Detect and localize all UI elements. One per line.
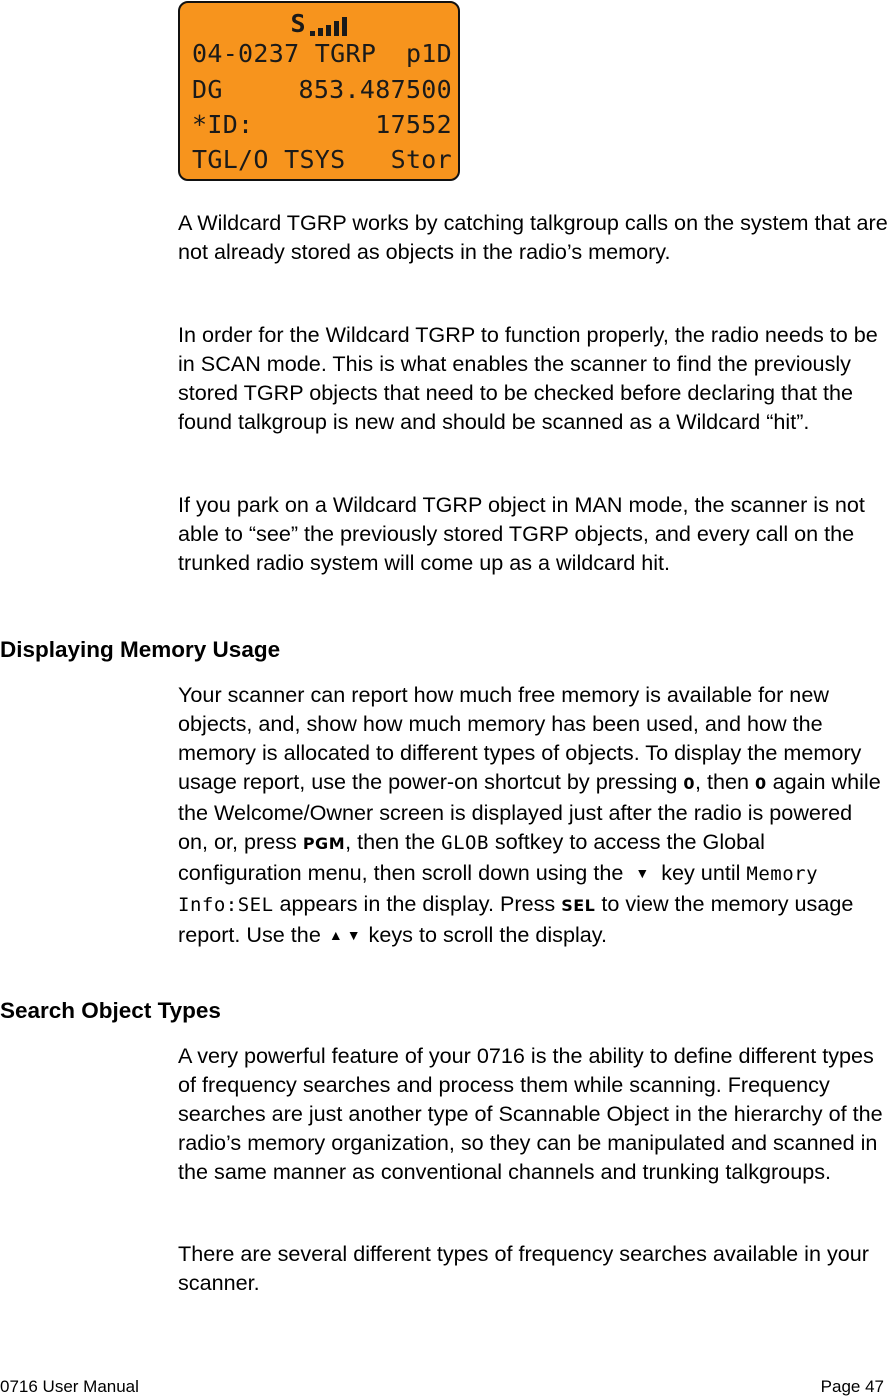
lcd-line-4 [192, 145, 452, 175]
search-paragraph-2: There are several different types of frequency searches available in your scanner. [178, 1241, 869, 1295]
memory-text-1: Your scanner can report how much free memory is available for new objects, and, show how much memory has been used, and how the memory is allocated to different types of objects. To display the memory usage report, use the power-on shortcut by pressing [178, 682, 862, 794]
lcd-line-4-right: Stor [390, 145, 452, 174]
lcd-line-4-left: TGL/O TSYS [192, 145, 346, 174]
lcd-status-row [180, 9, 458, 37]
lcd-line-2 [192, 75, 452, 105]
footer-manual-title: 0716 User Manual [0, 1377, 139, 1396]
lcd-line-1-left: 04-0237 TGRP [192, 39, 377, 68]
softkey-glob: GLOB [441, 832, 489, 854]
memory-text-8: to view the memory usage report. Use the [178, 891, 854, 947]
wildcard-paragraph-2: In order for the Wildcard TGRP to function properly, the radio needs to be in SCAN mode. This is what enables the scanner to find the previously stored TGRP objects that need to be checked before declaring that the found talkgroup is new and should be scanned as a Wildcard “hit”. [178, 322, 878, 434]
footer-page-number: Page 47 [820, 1377, 884, 1396]
memory-text-7: appears in the display. Press [273, 891, 562, 916]
memory-text-3: again while the Welcome/Owner screen is displayed just after the radio is powered on, or, press [178, 769, 881, 854]
memory-text-6: key until [655, 860, 747, 885]
wildcard-paragraph-1: A Wildcard TGRP works by catching talkgroup calls on the system that are not already stored as objects in the radio’s memory. [178, 210, 888, 264]
lcd-line-3-right: 17552 [375, 110, 452, 139]
lcd-status-letter: S [290, 9, 306, 38]
lcd-line-3-left: *ID: [192, 110, 254, 139]
softkey-memory-info: Memory Info:SEL [178, 863, 819, 916]
key-zero: 0 [755, 774, 767, 793]
memory-text-4: , then the [345, 829, 442, 854]
memory-text-5: softkey to access the Global configuration menu, then scroll down using the [178, 829, 765, 885]
lcd-display [178, 1, 460, 181]
key-zero: 0 [683, 774, 695, 793]
lcd-line-3 [192, 110, 452, 140]
memory-usage-heading: Displaying Memory Usage [0, 637, 281, 662]
down-arrow-icon: ▼ [346, 927, 361, 943]
wildcard-paragraph-3: If you park on a Wildcard TGRP object in MAN mode, the scanner is not able to “see” the previously stored TGRP objects, and every call on the trunked radio system will come up as a wildcard hit. [178, 492, 865, 575]
up-arrow-icon: ▲ [328, 927, 343, 943]
key-pgm: PGM [302, 834, 346, 853]
search-object-types-heading: Search Object Types [0, 998, 221, 1023]
down-arrow-icon: ▼ [635, 865, 650, 881]
lcd-line-1 [192, 39, 452, 69]
search-paragraph-1: A very powerful feature of your 0716 is the ability to define different types of frequency searches and process them while scanning. Frequency searches are just another type of Scannable Object in the hierarchy of the radio’s memory organization, so they can be manipulated and scanned in the same manner as conventional channels and trunking talkgroups. [178, 1043, 883, 1184]
memory-text-9: keys to scroll the display. [362, 922, 607, 947]
memory-usage-paragraph [178, 680, 888, 950]
lcd-line-2-right: 853.487500 [298, 75, 452, 104]
signal-bars-icon [310, 16, 348, 38]
lcd-line-2-left: DG [192, 75, 223, 104]
key-sel: SEL [561, 896, 596, 915]
lcd-line-1-right: p1D [405, 39, 452, 68]
memory-text-2: , then [694, 769, 756, 794]
